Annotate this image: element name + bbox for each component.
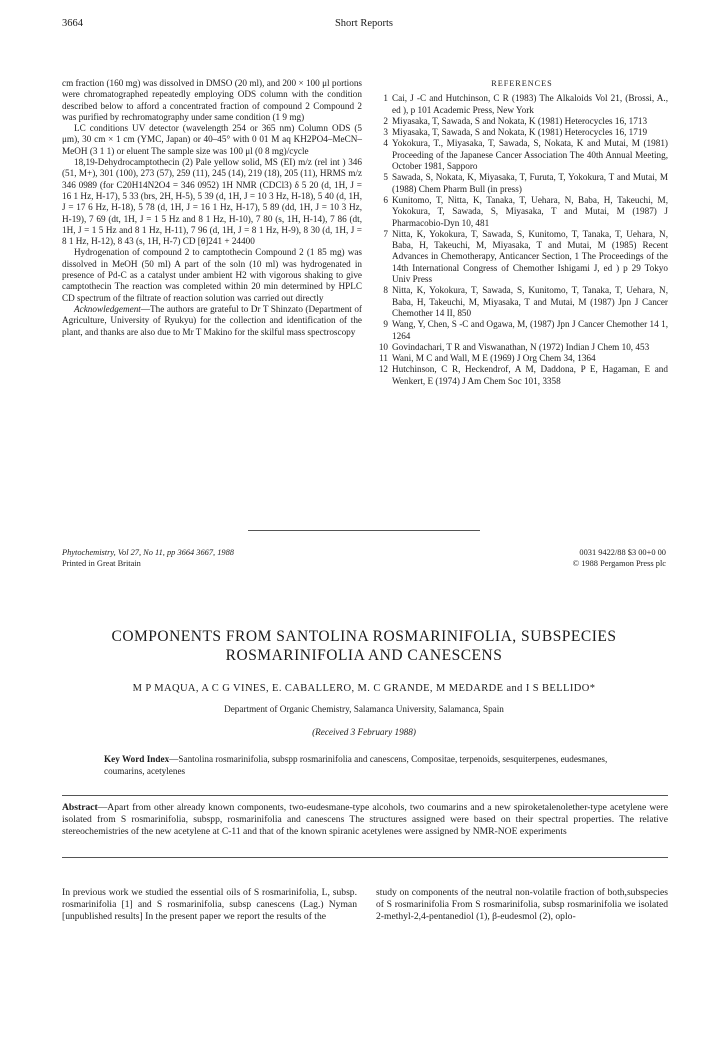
- abstract-text: —Apart from other already known components, two-eudesmane-type alcohols, two coumarins and a new spiroketalenolether-type acetylene were isolated from S rosmarinifolia, subspp, rosmarinifolia and canescens The structures assigned were based on their spectral properties. The relative stereochemistries of the new acetylene at C-11 and that of the known spiranic acetylenes were assigned by NMR-NOE experiments: [62, 802, 668, 837]
- copyright-info: [573, 548, 666, 569]
- reference-number: 8: [383, 285, 388, 296]
- reference-item: [376, 353, 668, 364]
- abstract-rule-top: [62, 795, 668, 796]
- body-text-left: In previous work we studied the essential oils of S rosmarinifolia, L, subsp. rosmarinifolia [1] and S rosmarinifolia, subsp canescens (Lag.) Nyman [unpublished results] In the present paper we report the results of the: [62, 887, 357, 923]
- running-header: Short Reports: [334, 18, 394, 29]
- reference-number: 11: [379, 353, 388, 364]
- reference-item: [376, 116, 668, 127]
- reference-text: Miyasaka, T, Sawada, S and Nokata, K (1981) Heterocycles 16, 1719: [392, 127, 648, 138]
- reference-text: Miyasaka, T, Sawada, S and Nokata, K (1981) Heterocycles 16, 1713: [392, 115, 648, 126]
- reference-item: [376, 127, 668, 138]
- received-date: (Received 3 February 1988): [312, 727, 416, 737]
- reference-number: 10: [378, 341, 388, 352]
- reference-item: [376, 364, 668, 387]
- paragraph: cm fraction (160 mg) was dissolved in DMSO (20 ml), and 200 × 100 μl portions were chromatographed repeatedly employing ODS column with the condition described below to afford a concentrated fraction of compound 2 Compound 2 was purified by rechromatography under same condition (1 9 mg): [62, 78, 362, 122]
- journal-citation: Phytochemistry, Vol 27, No 11, pp 3664 3667, 1988: [62, 548, 234, 557]
- references-column: [376, 78, 668, 387]
- reference-text: Kunitomo, T, Nitta, K, Tanaka, T, Uehara, N, Baba, H, Takeuchi, M, Yokokura, T, Sawada, S, Miyasaka, T and Mutai, M (1987) J Pharmacobio-Dyn 10, 481: [392, 194, 668, 228]
- title-line-2: ROSMARINIFOLIA AND CANESCENS: [225, 647, 503, 664]
- keywords-label: Key Word Index: [104, 754, 170, 764]
- paragraph: 18,19-Dehydrocamptothecin (2) Pale yellow solid, MS (EI) m/z (rel int ) 346 (51, M+), 301 (100), 273 (57), 259 (11), 245 (14), 219 (18), 205 (11), HRMS m/z 346 0989 (for C20H14N2O4 = 346 0952) 1H NMR (CDCl3) δ 5 20 (d, 1H, J = 16 1 Hz, H-17), 5 33 (brs, 2H, H-5), 5 39 (d, 1H, J = 10 3 Hz, H-18), 5 40 (d, 1H, J = 17 6 Hz, H-18), 5 78 (d, 1H, J = 16 1 Hz, H-17), 5 89 (dd, 1H, J = 10 3 Hz, H-19), 7 69 (dt, 1H, J = 1 5 Hz and 8 1 Hz, H-10), 7 80 (s, 1H, H-14), 7 86 (dt, 1H, J = 1 5 Hz and 8 1 Hz, H-11), 7 96 (d, 1H, J = 8 1 Hz, H-9), 8 30 (d, 1H, J = 8 1 Hz, H-12), 8 43 (s, 1H, H-7) CD [θ]241 + 24400: [62, 157, 362, 247]
- reference-number: 1: [383, 93, 388, 104]
- copyright: © 1988 Pergamon Press plc: [572, 558, 666, 568]
- paragraph: Hydrogenation of compound 2 to camptothecin Compound 2 (1 85 mg) was dissolved in MeOH (50 ml) A part of the soln (10 ml) was hydrogenated in presence of Pd-C as a catalyst under ambient H2 with vigorous shaking to give camptothecin The reaction was completed within 20 min determined by HPLC CD spectrum of the filtrate of reaction solution was carried out directly: [62, 247, 362, 303]
- abstract-label: Abstract: [62, 802, 98, 813]
- keywords: [104, 753, 630, 777]
- reference-item: [376, 285, 668, 319]
- journal-info: [62, 548, 234, 569]
- left-column: [62, 78, 362, 338]
- section-divider: [248, 530, 480, 531]
- reference-number: 3: [383, 127, 388, 138]
- reference-text: Cai, J -C and Hutchinson, C R (1983) The Alkaloids Vol 21, (Brossi, A., ed ), p 101 Academic Press, New York: [392, 93, 668, 115]
- reference-text: Wani, M C and Wall, M E (1969) J Org Chem 34, 1364: [392, 353, 596, 364]
- article-title: [40, 627, 688, 665]
- title-line-1: COMPONENTS FROM SANTOLINA ROSMARINIFOLIA, SUBSPECIES: [111, 628, 617, 645]
- reference-item: [376, 229, 668, 285]
- reference-number: 5: [383, 172, 388, 183]
- reference-text: Sawada, S, Nokata, K, Miyasaka, T, Furuta, T, Yokokura, T and Mutai, M (1988) Chem Pharm Bull (in press): [392, 172, 668, 194]
- reference-item: [376, 93, 668, 116]
- reference-text: Yokokura, T., Miyasaka, T, Sawada, S, Nokata, K and Mutai, M (1981) Proceeding of the Japanese Cancer Association The 40th Annual Meeting, October 1981, Sapporo: [392, 138, 668, 172]
- acknowledgement: [62, 304, 362, 338]
- reference-text: Hutchinson, C R, Heckendrof, A M, Daddona, P E, Hagaman, E and Wenkert, E (1974) J Am Chem Soc 101, 3358: [392, 364, 668, 386]
- references-heading: REFERENCES: [491, 79, 553, 88]
- reference-text: Nitta, K, Yokokura, T, Sawada, S, Kunitomo, T, Tanaka, T, Uehara, N, Baba, H, Takeuchi, M, Miyasaka, T and Mutai, M (1987) Jpn J Cancer Chemother 14 II, 850: [392, 285, 668, 318]
- reference-text: Wang, Y, Chen, S -C and Ogawa, M, (1987) Jpn J Cancer Chemother 14 1, 1264: [392, 319, 668, 341]
- reference-item: [376, 195, 668, 229]
- reference-number: 2: [383, 115, 388, 126]
- abstract-rule-bottom: [62, 857, 668, 858]
- reference-item: [376, 138, 668, 172]
- reference-text: Govindachari, T R and Viswanathan, N (1972) Indian J Chem 10, 453: [392, 341, 650, 352]
- reference-number: 12: [378, 364, 388, 375]
- printed-in: Printed in Great Britain: [62, 558, 141, 568]
- keywords-text: —Santolina rosmarinifolia, subspp rosmarinifolia and canescens, Compositae, terpenoids, sesquiterpenes, eudesmanes, coumarins, acetylenes: [104, 754, 608, 776]
- reference-number: 9: [383, 319, 388, 330]
- page-number: 3664: [62, 18, 83, 29]
- acknowledgement-label: Acknowledgement: [74, 303, 141, 314]
- reference-item: [376, 342, 668, 353]
- abstract: [62, 802, 668, 838]
- paragraph: LC conditions UV detector (wavelength 254 or 365 nm) Column ODS (5 μm), 30 cm × 1 cm (YMC, Japan) or 40–45° with 0 01 M aq KH2PO4–MeCN–MeOH (3 1 1) or eluent The sample size was 100 μl (0 8 mg)/cycle: [62, 123, 362, 156]
- authors: M P MAQUA, A C G VINES, E. CABALLERO, M. C GRANDE, M MEDARDE and I S BELLIDO*: [132, 683, 596, 694]
- reference-number: 7: [383, 228, 388, 239]
- reference-item: [376, 172, 668, 195]
- issn-price: 0031 9422/88 $3 00+0 00: [579, 548, 666, 557]
- reference-number: 6: [383, 194, 388, 205]
- reference-item: [376, 319, 668, 342]
- reference-number: 4: [383, 138, 388, 149]
- reference-text: Nitta, K, Yokokura, T, Sawada, S, Kunitomo, T, Tanaka, T, Uehara, N, Baba, H, Takeuchi, M, Miyasaka, T and Mutai, M (1985) Recent Advances in Chemotherapy, Anticancer Section, 1 The Proceedings of the 14th International Congress of Chemother Ishigami J, ed ) p 29 Tokyo Univ Press: [392, 228, 668, 285]
- body-text-right: study on components of the neutral non-volatile fraction of both,subspecies of S rosmarinifolia From S rosmarinifolia, subsp rosmarinifolia we isolated 2-methyl-2,4-pentanediol (1), β-eudesmol (2), oplo-: [376, 887, 668, 923]
- affiliation: Department of Organic Chemistry, Salamanca University, Salamanca, Spain: [224, 704, 504, 714]
- acknowledgement-text: —The authors are grateful to Dr T Shinzato (Department of Agriculture, University of Ryukyu) for the collection and identification of the plant, and thanks are also due to Mr T Makino for the skilful mass spectroscopy: [62, 303, 362, 337]
